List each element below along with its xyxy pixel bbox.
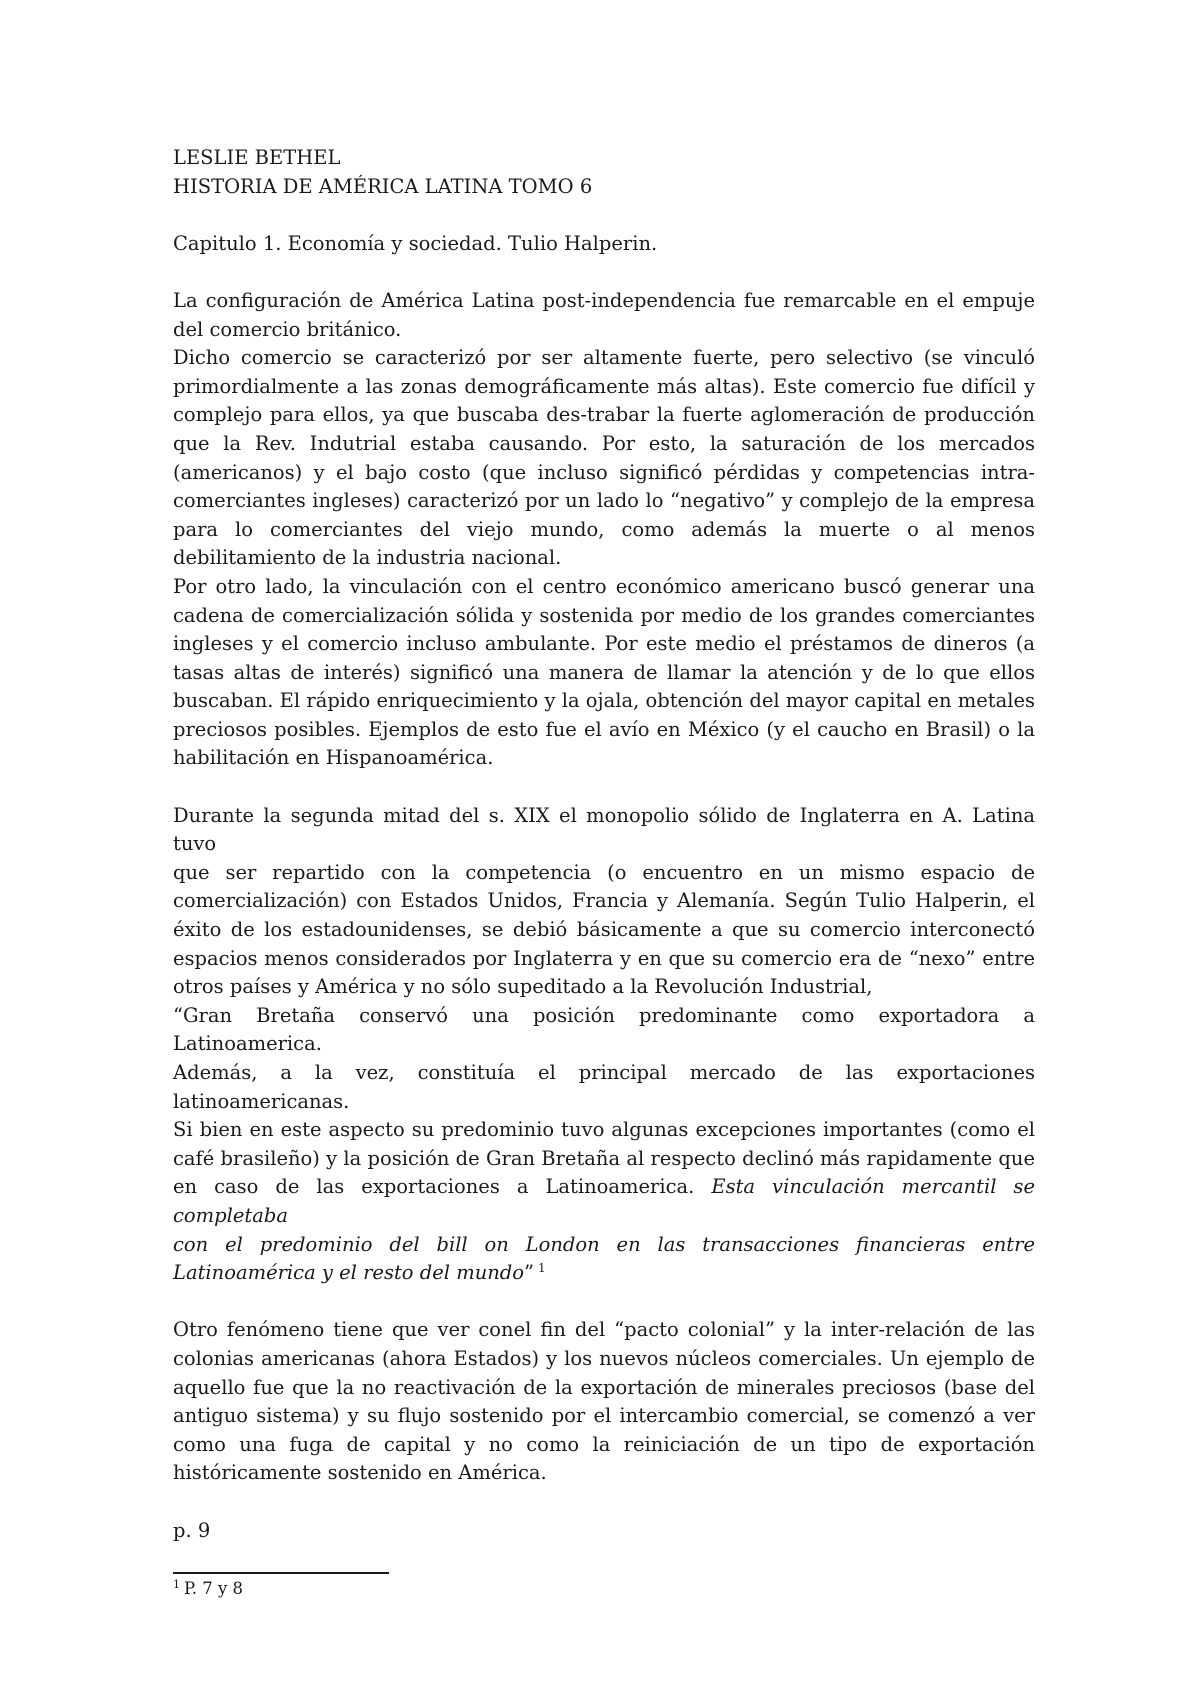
text-line: Otro fenómeno tiene que ver conel fin del “pacto colonial” y la inter-relación de las	[173, 1318, 1035, 1342]
text-line: debilitamiento de la industria nacional.	[173, 546, 562, 570]
quote-line: café brasileño) y la posición de Gran Bretaña al respecto declinó más rapidamente que	[173, 1146, 1035, 1170]
footnote	[173, 1578, 243, 1600]
text-line: espacios menos considerados por Inglaterra y en que su comercio era de “nexo” entre	[173, 946, 1035, 970]
text-line: ingleses y el comercio incluso ambulante. Por este medio el préstamos de dineros (a	[173, 632, 1035, 656]
text-line: Por otro lado, la vinculación con el centro económico americano buscó generar una	[173, 574, 1035, 598]
quote-plain-text: en caso de las exportaciones a Latinoamerica.	[173, 1175, 695, 1199]
quote-line: Si bien en este aspecto su predominio tuvo algunas excepciones importantes (como el	[173, 1118, 1035, 1142]
document-body	[173, 144, 1035, 1545]
text-line: comercialización) con Estados Unidos, Francia y Alemanía. Según Tulio Halperin, el	[173, 889, 1035, 913]
spacer	[173, 773, 1035, 802]
author-line: LESLIE BETHEL	[173, 146, 341, 169]
book-title: HISTORIA DE AMÉRICA LATINA TOMO 6	[173, 174, 593, 198]
text-line: éxito de los estadounidenses, se debió básicamente a que su comercio interconectó	[173, 918, 1035, 942]
quote-italic-text: Esta vinculación mercantil se completaba	[173, 1175, 1035, 1227]
text-line: primordialmente a las zonas demográficamente más altas). Este comercio fue difícil y	[173, 374, 1035, 398]
text-line: comerciantes ingleses) caracterizó por un lado lo “negativo” y complejo de la empresa	[173, 489, 1035, 513]
quote-close-mark: ”	[524, 1261, 535, 1285]
spacer	[173, 201, 1035, 230]
text-line: otros países y América y no sólo supeditado a la Revolución Industrial,	[173, 975, 873, 999]
text-line: buscaban. El rápido enriquecimiento y la ojala, obtención del mayor capital en metales	[173, 689, 1035, 713]
quote-italic-line: con el predominio del bill on London en las transacciones financieras entre	[173, 1232, 1035, 1256]
text-line: La configuración de América Latina post-independencia fue remarcable en el empuje	[173, 288, 1035, 312]
block-quote	[173, 1002, 1035, 1288]
paragraph-intro	[173, 287, 1035, 344]
text-line: habilitación en Hispanoamérica.	[173, 746, 494, 770]
text-line: históricamente sostenido en América.	[173, 1461, 547, 1485]
quote-line: “Gran Bretaña conservó una posición predominante como exportadora a Latinoamerica.	[173, 1003, 1035, 1056]
text-line: como una fuga de capital y no como la reiniciación de un tipo de exportación	[173, 1432, 1035, 1456]
paragraph-colonial-pact	[173, 1316, 1035, 1488]
text-line: para lo comerciantes del viejo mundo, como además la muerte o al menos	[173, 517, 1035, 541]
footnote-text: P. 7 y 8	[184, 1579, 244, 1598]
text-line: tasas altas de interés) significó una manera de llamar la atención y de lo que ellos	[173, 660, 1035, 684]
paragraph-commercial-chain	[173, 573, 1035, 773]
text-line: antiguo sistema) y su flujo sostenido por el intercambio comercial, se comenzó a ver	[173, 1404, 1035, 1428]
text-line: del comercio británico.	[173, 317, 402, 341]
text-line: (americanos) y el bajo costo (que incluso significó pérdidas y competencias intra-	[173, 460, 1035, 484]
text-line: colonias americanas (ahora Estados) y los nuevos núcleos comerciales. Un ejemplo de	[173, 1346, 1035, 1370]
text-line: cadena de comercialización sólida y sostenida por medio de los grandes comerciantes	[173, 603, 1035, 627]
text-line: complejo para ellos, ya que buscaba des-trabar la fuerte aglomeración de producción	[173, 403, 1035, 427]
quote-line	[173, 1259, 1035, 1288]
paragraph-british-trade	[173, 344, 1035, 573]
quote-line: Además, a la vez, constituía el principal mercado de las exportaciones latinoamericanas.	[173, 1061, 1035, 1113]
text-line: preciosos posibles. Ejemplos de esto fue el avío en México (y el caucho en Brasil) o la	[173, 717, 1035, 741]
quote-italic-text: Latinoamérica y el resto del mundo	[173, 1261, 525, 1285]
text-line: aquello fue que la no reactivación de la exportación de minerales preciosos (base del	[173, 1375, 1035, 1399]
paragraph-competition	[173, 802, 1035, 1002]
footnote-number: 1	[173, 1577, 180, 1591]
spacer	[173, 1488, 1035, 1517]
quote-line	[173, 1173, 1035, 1230]
page-reference: p. 9	[173, 1518, 211, 1542]
text-line: que la Rev. Indutrial estaba causando. Por esto, la saturación de los mercados	[173, 431, 1035, 455]
chapter-title: Capitulo 1. Economía y sociedad. Tulio Halperin.	[173, 231, 658, 255]
spacer	[173, 258, 1035, 287]
text-line: Durante la segunda mitad del s. XIX el monopolio sólido de Inglaterra en A. Latina tuvo	[173, 803, 1035, 856]
text-line: Dicho comercio se caracterizó por ser altamente fuerte, pero selectivo (se vinculó	[173, 346, 1035, 370]
text-line: que ser repartido con la competencia (o encuentro en un mismo espacio de	[173, 860, 1035, 884]
footnote-divider	[173, 1572, 389, 1574]
footnote-reference[interactable]: 1	[538, 1260, 546, 1275]
spacer	[173, 1288, 1035, 1317]
